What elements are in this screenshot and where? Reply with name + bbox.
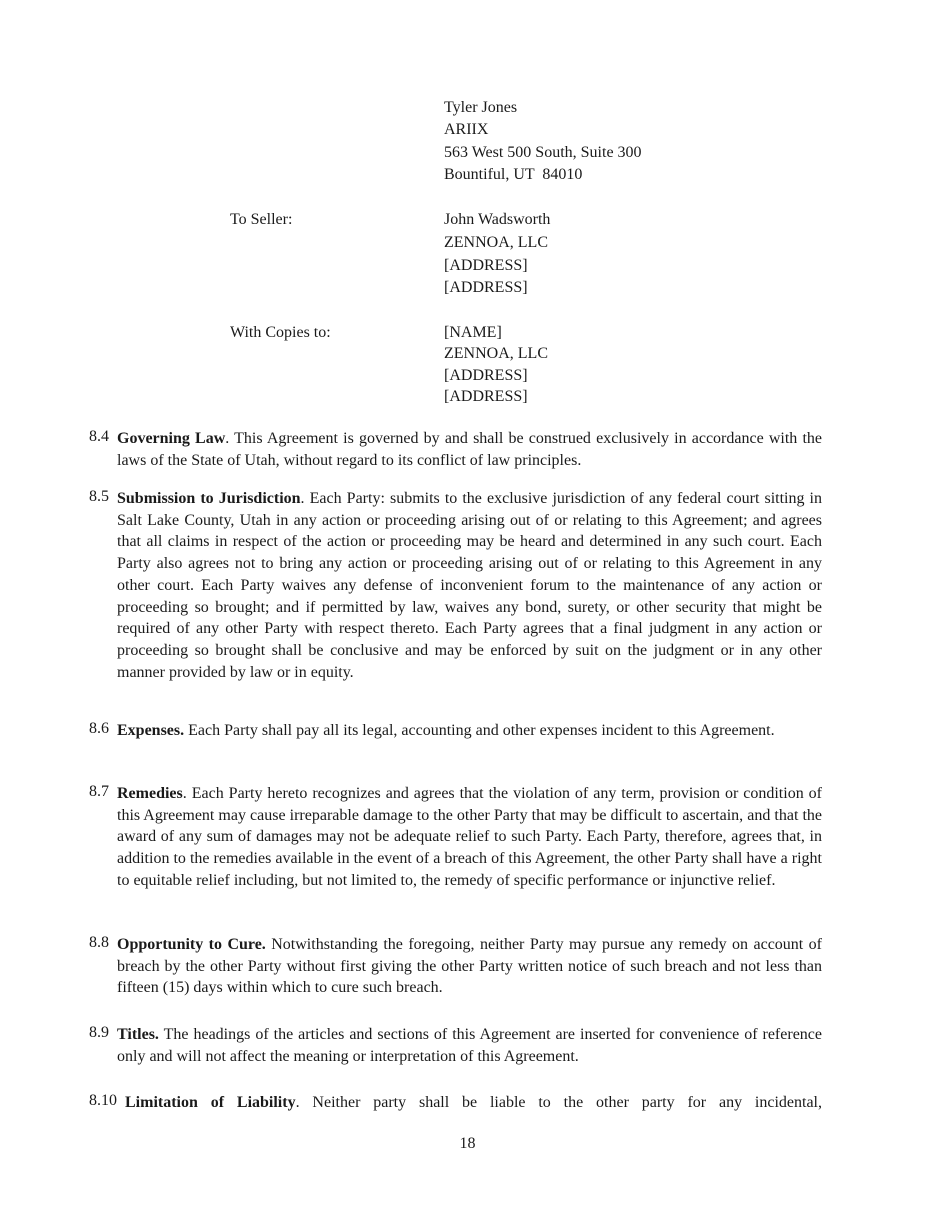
section-8-6 bbox=[89, 720, 822, 742]
section-8-10 bbox=[89, 1092, 822, 1114]
seller-company: ZENNOA, LLC bbox=[444, 234, 548, 251]
section-text: . Each Party hereto recognizes and agrees that the violation of any term, provision or condition of this Agreement may cause irreparable damage to the other Party that may be difficult to ascertain, and that the award of any sum of damages may not be adequate relief to such Party. Each Party, therefore, agrees that, in addition to the remedies available in the event of a breach of this Agreement, the other Party shall have a right to equitable relief including, but not limited to, the remedy of specific performance or injunctive relief. bbox=[117, 785, 822, 889]
section-text: The headings of the articles and sections of this Agreement are inserted for convenience of reference only and will not affect the meaning or interpretation of this Agreement. bbox=[117, 1026, 822, 1065]
section-text: . This Agreement is governed by and shall be construed exclusively in accordance with the laws of the State of Utah, without regard to its conflict of law principles. bbox=[117, 430, 822, 469]
seller-contact-name: John Wadsworth bbox=[444, 211, 551, 228]
section-body bbox=[117, 1024, 822, 1067]
copies-contact-name: [NAME] bbox=[444, 324, 502, 341]
seller-address-line-1: [ADDRESS] bbox=[444, 257, 528, 274]
buyer-address-line-2: Bountiful, UT 84010 bbox=[444, 166, 583, 183]
section-number: 8.6 bbox=[89, 720, 109, 737]
section-8-8 bbox=[89, 934, 822, 999]
section-title: Limitation of Liability bbox=[125, 1094, 296, 1111]
section-text: . Each Party: submits to the exclusive jurisdiction of any federal court sitting in Salt Lake County, Utah in any action or proceeding arising out of or relating to this Agreement; and agrees that all claims in respect of the action or proceeding may be heard and determined in any such court. Each Party also agrees not to bring any action or proceeding arising out of or relating to this Agreement in any other court. Each Party waives any defense of inconvenient forum to the maintenance of any action or proceeding so brought; and if permitted by law, waives any bond, surety, or other security that might be required of any other Party with respect thereto. Each Party agrees that a final judgment in any action or proceeding so brought shall be conclusive and may be enforced by suit on the judgment or in any other manner provided by law or in equity. bbox=[117, 490, 822, 681]
section-number: 8.9 bbox=[89, 1024, 109, 1041]
section-body bbox=[117, 934, 822, 999]
section-number: 8.5 bbox=[89, 488, 109, 505]
copies-address-line-2: [ADDRESS] bbox=[444, 388, 528, 405]
seller-label: To Seller: bbox=[230, 211, 293, 228]
section-number: 8.10 bbox=[89, 1092, 117, 1109]
page-number: 18 bbox=[459, 1135, 476, 1152]
section-body bbox=[117, 720, 822, 742]
section-title: Opportunity to Cure. bbox=[117, 936, 266, 953]
copies-company: ZENNOA, LLC bbox=[444, 345, 548, 362]
section-title: Titles. bbox=[117, 1026, 159, 1043]
section-body bbox=[117, 488, 822, 683]
copies-label: With Copies to: bbox=[230, 324, 331, 341]
section-body bbox=[117, 783, 822, 892]
section-text: Notwithstanding the foregoing, neither Party may pursue any remedy on account of breach by the other Party without first giving the other Party written notice of such breach and not less than fifteen (15) days within which to cure such breach. bbox=[117, 936, 823, 997]
seller-address-line-2: [ADDRESS] bbox=[444, 279, 528, 296]
section-8-9 bbox=[89, 1024, 822, 1067]
section-body bbox=[125, 1092, 822, 1114]
buyer-address-line-1: 563 West 500 South, Suite 300 bbox=[444, 144, 642, 161]
section-title: Submission to Jurisdiction bbox=[117, 490, 301, 507]
copies-address-line-1: [ADDRESS] bbox=[444, 367, 528, 384]
section-text: . Neither party shall be liable to the other party for any incidental, bbox=[295, 1094, 823, 1111]
section-title: Expenses. bbox=[117, 722, 185, 739]
section-text: Each Party shall pay all its legal, accounting and other expenses incident to this Agreement. bbox=[184, 722, 775, 739]
section-number: 8.8 bbox=[89, 934, 109, 951]
section-title: Remedies bbox=[117, 785, 183, 802]
section-number: 8.4 bbox=[89, 428, 109, 445]
section-number: 8.7 bbox=[89, 783, 109, 800]
section-title: Governing Law bbox=[117, 430, 226, 447]
section-8-4 bbox=[89, 428, 822, 471]
buyer-company: ARIIX bbox=[444, 121, 489, 138]
section-8-7 bbox=[89, 783, 822, 892]
section-8-5 bbox=[89, 488, 822, 683]
buyer-contact-name: Tyler Jones bbox=[444, 99, 518, 116]
section-body bbox=[117, 428, 822, 471]
